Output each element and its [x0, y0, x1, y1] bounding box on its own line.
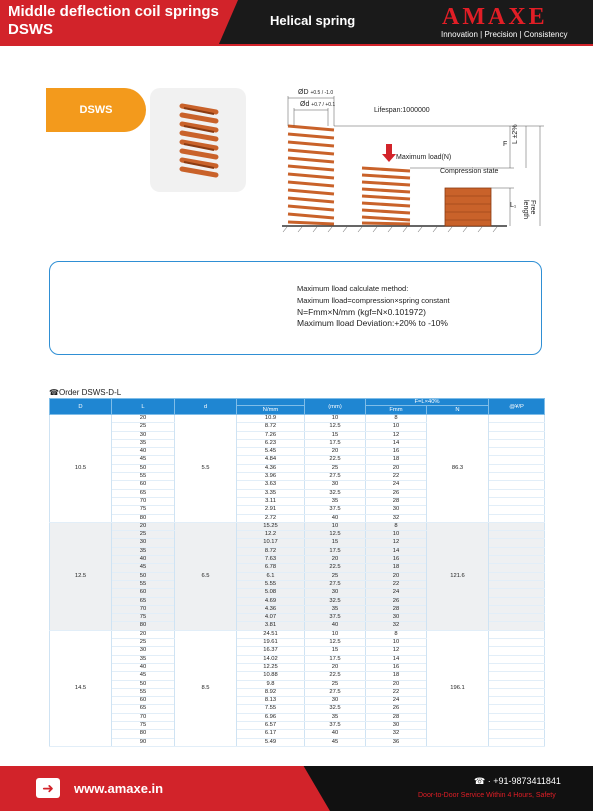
cell-mm: 17.5: [305, 439, 366, 447]
cell-Fmm: 16: [366, 556, 427, 564]
cell-price: [489, 589, 545, 597]
table-row: [50, 522, 545, 530]
cell-L: 60: [112, 481, 175, 489]
lifespan-label: Lifespan:1000000: [374, 107, 430, 114]
cell-Nmm: 14.02: [237, 655, 305, 663]
cell-mm: 30: [305, 697, 366, 705]
cell-Nmm: 12.25: [237, 663, 305, 671]
cell-Fmm: 18: [366, 456, 427, 464]
page-title: Middle deflection coil springs DSWS: [8, 3, 219, 38]
cell-Nmm: 5.08: [237, 589, 305, 597]
formula-line-4: Maximum lload Deviation:+20% to -10%: [297, 318, 448, 328]
cell-mm: 30: [305, 589, 366, 597]
cell-mm: 22.5: [305, 456, 366, 464]
cell-Nmm: 10.88: [237, 672, 305, 680]
cell-Nmm: 5.45: [237, 448, 305, 456]
cell-Nmm: 7.55: [237, 705, 305, 713]
cell-mm: 40: [305, 622, 366, 630]
cell-mm: 37.5: [305, 721, 366, 729]
cell-L: 35: [112, 439, 175, 447]
cell-Fmm: 22: [366, 688, 427, 696]
cell-Nmm: 6.78: [237, 564, 305, 572]
cell-price: [489, 415, 545, 423]
cell-price: [489, 423, 545, 431]
cell-mm: 40: [305, 514, 366, 522]
col-header-F: F=L×40%: [366, 399, 489, 406]
cell-Nmm: 6.96: [237, 713, 305, 721]
cell-L: 65: [112, 489, 175, 497]
cell-d: 8.5: [175, 630, 237, 746]
cell-Fmm: 24: [366, 481, 427, 489]
cell-price: [489, 647, 545, 655]
cell-Fmm: 18: [366, 564, 427, 572]
cell-mm: 12.5: [305, 531, 366, 539]
order-code: ☎Order DSWS-D-L: [49, 388, 122, 397]
cell-Fmm: 26: [366, 597, 427, 605]
spec-table: [49, 398, 545, 747]
cell-Fmm: 24: [366, 697, 427, 705]
header-divider: [0, 44, 593, 46]
formula-line-1: Maximum lload calculate method:: [297, 284, 409, 293]
cell-L: 40: [112, 448, 175, 456]
cell-mm: 25: [305, 572, 366, 580]
cell-L: 50: [112, 572, 175, 580]
cell-price: [489, 580, 545, 588]
cell-Nmm: 8.72: [237, 547, 305, 555]
telephone-icon: ☎ ·: [474, 776, 494, 786]
product-badge: DSWS: [46, 88, 146, 132]
cell-L: 45: [112, 456, 175, 464]
cell-mm: 35: [305, 605, 366, 613]
cell-Nmm: 2.91: [237, 506, 305, 514]
cell-Nmm: 16.37: [237, 647, 305, 655]
cell-mm: 32.5: [305, 597, 366, 605]
cell-Nmm: 4.36: [237, 605, 305, 613]
cell-Fmm: 14: [366, 439, 427, 447]
cell-L: 30: [112, 647, 175, 655]
cell-Fmm: 28: [366, 713, 427, 721]
cell-Fmm: 22: [366, 473, 427, 481]
cell-price: [489, 655, 545, 663]
cell-Fmm: 24: [366, 589, 427, 597]
cell-Nmm: 10.9: [237, 415, 305, 423]
cell-Fmm: 30: [366, 506, 427, 514]
phone-number: ☎ · +91-9873411841: [474, 776, 561, 786]
cell-price: [489, 639, 545, 647]
cell-Nmm: 24.51: [237, 630, 305, 638]
cell-Fmm: 10: [366, 639, 427, 647]
col-header-Nmm: N/mm: [237, 406, 305, 415]
cell-Nmm: 15.25: [237, 522, 305, 530]
cell-Fmm: 16: [366, 663, 427, 671]
cell-Fmm: 10: [366, 531, 427, 539]
cell-mm: 10: [305, 522, 366, 530]
cell-mm: 17.5: [305, 547, 366, 555]
cell-L: 25: [112, 423, 175, 431]
cell-Fmm: 26: [366, 705, 427, 713]
click-icon: ➜: [36, 778, 60, 798]
cell-Fmm: 20: [366, 464, 427, 472]
cell-price: [489, 473, 545, 481]
website-link[interactable]: www.amaxe.in: [74, 781, 164, 796]
spec-table-body: [50, 415, 545, 747]
cell-mm: 17.5: [305, 655, 366, 663]
cell-L: 65: [112, 597, 175, 605]
col-header-mm: (mm): [305, 399, 366, 415]
cell-Nmm: 6.57: [237, 721, 305, 729]
cell-d: 5.5: [175, 415, 237, 523]
cell-price: [489, 481, 545, 489]
cell-Nmm: 19.61: [237, 639, 305, 647]
brand-logo: AMAXE: [442, 4, 548, 30]
cell-mm: 20: [305, 663, 366, 671]
cell-price: [489, 489, 545, 497]
cell-price: [489, 497, 545, 505]
cell-L: 20: [112, 522, 175, 530]
cell-mm: 15: [305, 539, 366, 547]
cell-Fmm: 30: [366, 721, 427, 729]
cell-L: 80: [112, 622, 175, 630]
cell-Fmm: 32: [366, 514, 427, 522]
cell-Nmm: 6.23: [237, 439, 305, 447]
cell-price: [489, 431, 545, 439]
cell-L: 55: [112, 688, 175, 696]
col-header-L: L: [112, 399, 175, 415]
cell-Fmm: 8: [366, 522, 427, 530]
cell-Nmm: 3.11: [237, 497, 305, 505]
inner-diameter-label: Ød +0.7 / +0.1: [300, 101, 336, 108]
cell-price: [489, 456, 545, 464]
col-header-N: N: [427, 406, 489, 415]
cell-Nmm: 8.13: [237, 697, 305, 705]
cell-Nmm: 8.72: [237, 423, 305, 431]
cell-price: [489, 614, 545, 622]
cell-mm: 10: [305, 630, 366, 638]
cell-D: 14.5: [50, 630, 112, 746]
cell-mm: 22.5: [305, 672, 366, 680]
length-tolerance-label: L ±2%: [512, 124, 519, 144]
cell-L: 75: [112, 721, 175, 729]
cell-Fmm: 22: [366, 580, 427, 588]
cell-price: [489, 721, 545, 729]
cell-L: 75: [112, 506, 175, 514]
outer-diameter-label: ØD +0.5 / -1.0: [298, 89, 334, 96]
f-label: F: [503, 141, 508, 148]
cell-mm: 10: [305, 415, 366, 423]
cell-mm: 12.5: [305, 639, 366, 647]
cell-L: 25: [112, 531, 175, 539]
cell-price: [489, 672, 545, 680]
cell-mm: 20: [305, 448, 366, 456]
cell-L: 60: [112, 589, 175, 597]
cell-Fmm: 14: [366, 547, 427, 555]
cell-Nmm: 6.1: [237, 572, 305, 580]
cell-Fmm: 8: [366, 630, 427, 638]
cell-Fmm: 20: [366, 680, 427, 688]
cell-price: [489, 464, 545, 472]
brand-tagline: Innovation | Precision | Consistency: [441, 30, 568, 39]
page-subtitle: Helical spring: [270, 13, 356, 28]
cell-Nmm: 5.55: [237, 580, 305, 588]
cell-L: 70: [112, 713, 175, 721]
cell-N: 86.3: [427, 415, 489, 523]
cell-L: 45: [112, 672, 175, 680]
formula-line-2: Maximum lload=compression×spring constant: [297, 296, 450, 305]
cell-L: 40: [112, 556, 175, 564]
cell-L: 80: [112, 730, 175, 738]
phone-icon: ☎: [49, 388, 59, 397]
cell-L: 70: [112, 605, 175, 613]
cell-price: [489, 730, 545, 738]
cell-price: [489, 688, 545, 696]
cell-L: 20: [112, 415, 175, 423]
cell-price: [489, 556, 545, 564]
col-header-D: D: [50, 399, 112, 415]
cell-price: [489, 605, 545, 613]
cell-L: 20: [112, 630, 175, 638]
spring-product-image: [150, 88, 246, 192]
cell-mm: 22.5: [305, 564, 366, 572]
cell-mm: 25: [305, 680, 366, 688]
cell-Nmm: 7.63: [237, 556, 305, 564]
cell-price: [489, 439, 545, 447]
cell-Fmm: 26: [366, 489, 427, 497]
cell-L: 90: [112, 738, 175, 746]
product-image-card: [150, 88, 246, 192]
max-load-label: Maximum load(N): [396, 154, 452, 161]
cell-Fmm: 28: [366, 605, 427, 613]
cell-mm: 27.5: [305, 688, 366, 696]
cell-Nmm: 4.36: [237, 464, 305, 472]
cell-price: [489, 705, 545, 713]
cell-price: [489, 572, 545, 580]
cell-L: 50: [112, 464, 175, 472]
table-row: [50, 630, 545, 638]
cell-Fmm: 36: [366, 738, 427, 746]
cell-price: [489, 738, 545, 746]
cell-Nmm: 3.63: [237, 481, 305, 489]
cell-Nmm: 10.17: [237, 539, 305, 547]
cell-L: 60: [112, 697, 175, 705]
cell-L: 30: [112, 539, 175, 547]
cell-L: 40: [112, 663, 175, 671]
cell-L: 35: [112, 655, 175, 663]
cell-mm: 27.5: [305, 580, 366, 588]
cell-L: 55: [112, 473, 175, 481]
cell-Fmm: 12: [366, 431, 427, 439]
cell-price: [489, 539, 545, 547]
cell-L: 80: [112, 514, 175, 522]
cell-price: [489, 663, 545, 671]
cell-price: [489, 564, 545, 572]
cell-Fmm: 30: [366, 614, 427, 622]
cell-Nmm: 8.92: [237, 688, 305, 696]
cell-Nmm: 3.35: [237, 489, 305, 497]
table-row: [50, 415, 545, 423]
cell-price: [489, 697, 545, 705]
cell-Nmm: 7.26: [237, 431, 305, 439]
cell-price: [489, 522, 545, 530]
cell-L: 50: [112, 680, 175, 688]
cell-Fmm: 14: [366, 655, 427, 663]
cell-mm: 35: [305, 713, 366, 721]
cell-Fmm: 16: [366, 448, 427, 456]
cell-price: [489, 514, 545, 522]
cell-mm: 20: [305, 556, 366, 564]
cell-Nmm: 3.96: [237, 473, 305, 481]
cell-d: 6.5: [175, 522, 237, 630]
cell-Nmm: 3.81: [237, 622, 305, 630]
cell-mm: 32.5: [305, 489, 366, 497]
cell-mm: 45: [305, 738, 366, 746]
cell-Fmm: 12: [366, 647, 427, 655]
spring-diagram: [282, 84, 552, 234]
cell-price: [489, 622, 545, 630]
cell-L: 45: [112, 564, 175, 572]
cell-L: 65: [112, 705, 175, 713]
cell-price: [489, 506, 545, 514]
cell-Nmm: 9.8: [237, 680, 305, 688]
cell-price: [489, 680, 545, 688]
cell-L: 30: [112, 431, 175, 439]
cell-N: 196.1: [427, 630, 489, 746]
free-length-label: Free length: [522, 200, 536, 220]
cell-mm: 15: [305, 431, 366, 439]
cell-price: [489, 547, 545, 555]
cell-Fmm: 20: [366, 572, 427, 580]
cell-Fmm: 10: [366, 423, 427, 431]
cell-Fmm: 12: [366, 539, 427, 547]
cell-Nmm: 4.07: [237, 614, 305, 622]
cell-price: [489, 597, 545, 605]
cell-Nmm: 5.49: [237, 738, 305, 746]
cell-mm: 35: [305, 497, 366, 505]
col-header-d: d: [175, 399, 237, 415]
cell-mm: 32.5: [305, 705, 366, 713]
cell-Fmm: 32: [366, 622, 427, 630]
cell-price: [489, 531, 545, 539]
cell-price: [489, 448, 545, 456]
cell-Nmm: 6.17: [237, 730, 305, 738]
cell-Fmm: 32: [366, 730, 427, 738]
cell-D: 12.5: [50, 522, 112, 630]
cell-Nmm: 4.84: [237, 456, 305, 464]
cell-mm: 25: [305, 464, 366, 472]
cell-Fmm: 18: [366, 672, 427, 680]
cell-mm: 40: [305, 730, 366, 738]
cell-D: 10.5: [50, 415, 112, 523]
cell-mm: 15: [305, 647, 366, 655]
col-header-Fmm: Fmm: [366, 406, 427, 415]
cell-price: [489, 630, 545, 638]
cell-Nmm: 12.2: [237, 531, 305, 539]
cell-L: 25: [112, 639, 175, 647]
compression-state-label: Compression state: [440, 168, 499, 175]
load-formula-box: [49, 261, 542, 355]
cell-Nmm: 4.69: [237, 597, 305, 605]
formula-line-3: N=Fmm×N/mm (kgf=N×0.101972): [297, 307, 426, 317]
cell-mm: 27.5: [305, 473, 366, 481]
col-header-blank: [237, 399, 305, 406]
l1-label: L₁: [510, 202, 517, 209]
cell-mm: 12.5: [305, 423, 366, 431]
cell-Fmm: 28: [366, 497, 427, 505]
cell-N: 121.6: [427, 522, 489, 630]
cell-Nmm: 2.72: [237, 514, 305, 522]
service-note: Door-to-Door Service Within 4 Hours, Safety: [418, 792, 556, 799]
cell-mm: 30: [305, 481, 366, 489]
cell-Fmm: 8: [366, 415, 427, 423]
cell-L: 35: [112, 547, 175, 555]
cell-L: 75: [112, 614, 175, 622]
cell-L: 55: [112, 580, 175, 588]
cell-L: 70: [112, 497, 175, 505]
cell-mm: 37.5: [305, 614, 366, 622]
cell-mm: 37.5: [305, 506, 366, 514]
col-header-price: @¥/P: [489, 399, 545, 415]
cell-price: [489, 713, 545, 721]
